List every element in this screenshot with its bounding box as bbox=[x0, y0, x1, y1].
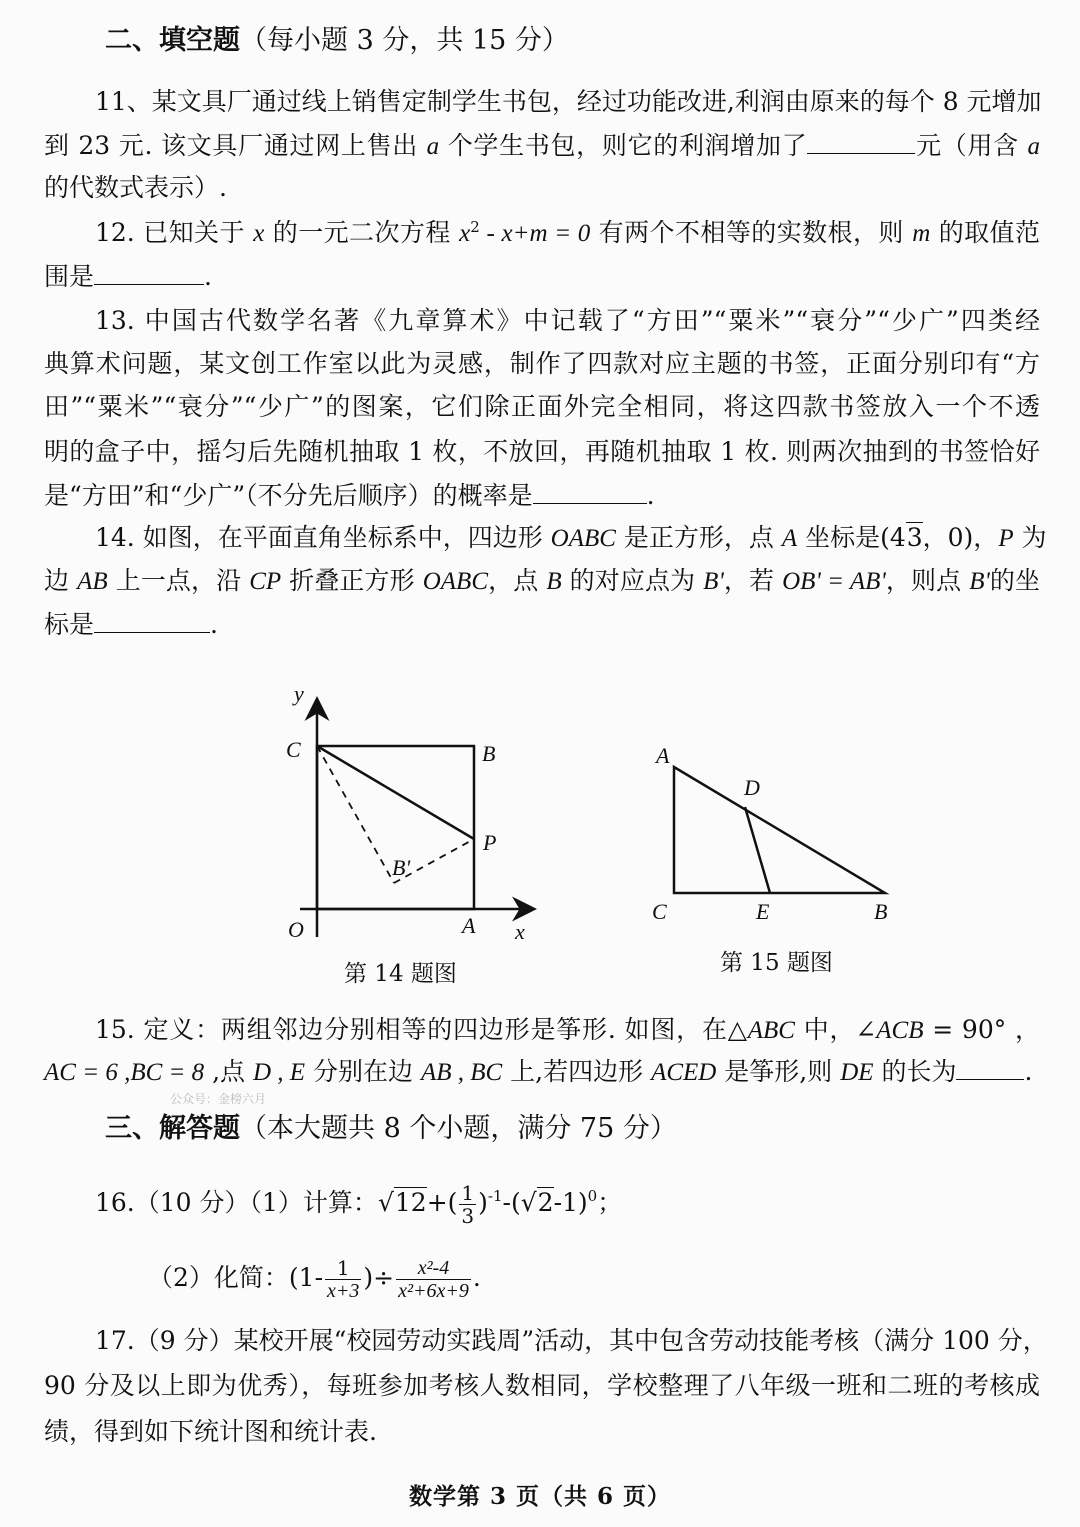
section-3-subtitle: （本大题共 8 个小题，满分 75 分） bbox=[240, 1113, 677, 1144]
q12-line-1: 12. 已知关于 x 的一元二次方程 $x^2 - x+m = 0$ 有两个不相等的实数根，则 m 的取值范 bbox=[95, 218, 1040, 247]
q11-line-1: 11、某文具厂通过线上销售定制学生书包，经过功能改进,利润由原来的每个 8 元增加 bbox=[95, 87, 1042, 116]
q15-line-1: 15. 定义：两组邻边分别相等的四边形是筝形. 如图，在△ABC 中，∠ACB = 90° ， bbox=[95, 1015, 1040, 1044]
page-footer: 数学第 3 页（共 6 页） bbox=[408, 1483, 672, 1510]
q13-line-5: 是“方田”和“少广”（不分先后顺序）的概率是 . bbox=[44, 481, 655, 510]
label-p: P bbox=[483, 830, 497, 855]
section-2-title: 二、填空题 bbox=[105, 25, 240, 56]
label-b-prime: B' bbox=[392, 855, 411, 880]
answer-blank-13[interactable] bbox=[533, 479, 647, 504]
section-2-subtitle: （每小题 3 分，共 15 分） bbox=[240, 25, 569, 56]
figure-14-caption: 第 14 题图 bbox=[344, 961, 457, 987]
q13-line-4: 明的盒子中，摇匀后先随机抽取 1 枚，不放回，再随机抽取 1 枚. 则两次抽到的书签恰好 bbox=[44, 437, 1040, 466]
q15-line-2: AC = 6 ,BC = 8 ,点 D , E 分别在边 AB , BC 上,若四边形 ACED 是筝形,则 DE 的长为 . bbox=[44, 1057, 1033, 1086]
answer-blank-11[interactable] bbox=[807, 129, 915, 154]
q14-line-3: 标是 . bbox=[44, 610, 218, 639]
q16-part-2: （2）化简：(1- $\frac{1}{x+3}$ )÷ $\frac{\text{x²-4}}{\text{x²+6x+9}}$ . bbox=[148, 1256, 481, 1302]
label-a: A bbox=[462, 913, 476, 938]
q13-line-3: 田”“粟米”“衰分”“少广”的图案，它们除正面外完全相同，将这四款书签放入一个不透 bbox=[44, 392, 1040, 421]
section-3-title: 三、解答题 bbox=[105, 1113, 240, 1144]
q11-line-3: 的代数式表示）. bbox=[44, 173, 227, 202]
label-a: A bbox=[656, 743, 670, 768]
answer-blank-14[interactable] bbox=[94, 608, 210, 633]
segment-de bbox=[745, 807, 770, 893]
label-y: y bbox=[294, 681, 304, 706]
q17-line-3: 绩，得到如下统计图和统计表. bbox=[44, 1417, 377, 1446]
figure-15 bbox=[640, 735, 910, 935]
label-e: E bbox=[756, 899, 770, 924]
q11-line-2: 到 23 元. 该文具厂通过网上售出 a 个学生书包，则它的利润增加了 元（用含 a bbox=[44, 131, 1040, 160]
q17-line-2: 90 分及以上即为优秀），每班参加考核人数相同，学校整理了八年级一班和二班的考核成 bbox=[44, 1371, 1040, 1400]
section-2-heading bbox=[105, 18, 569, 57]
q13-line-1: 13. 中国古代数学名著《九章算术》中记载了“方田”“粟米”“衰分”“少广”四类经 bbox=[95, 306, 1040, 335]
q14-line-2: 边 AB 上一点，沿 CP 折叠正方形 OABC，点 B 的对应点为 B'，若 OB' = AB'，则点 B'的坐 bbox=[44, 566, 1041, 595]
label-b: B bbox=[482, 741, 496, 766]
q16-part-1: 16.（10 分）（1）计算：√12+( $\frac{1}{3}$ )$^{-1}-(√2-1)^0$； bbox=[95, 1181, 623, 1228]
section-3-heading bbox=[105, 1106, 677, 1145]
answer-blank-12[interactable] bbox=[94, 260, 204, 285]
label-x: x bbox=[515, 919, 525, 944]
q13-line-2: 典算术问题，某文创工作室以此为灵感，制作了四款对应主题的书签，正面分别印有“方 bbox=[44, 349, 1040, 378]
q12-line-2: 围是 . bbox=[44, 262, 212, 291]
triangle-abc bbox=[674, 767, 885, 893]
q14-line-1: 14. 如图，在平面直角坐标系中，四边形 OABC 是正方形，点 A 坐标是(43，0)，P 为 bbox=[95, 523, 1047, 552]
segment-cb-prime bbox=[317, 746, 394, 883]
figure-15-caption: 第 15 题图 bbox=[720, 950, 833, 976]
segment-cp bbox=[317, 746, 474, 839]
label-c: C bbox=[286, 737, 301, 762]
label-o: O bbox=[288, 917, 304, 942]
square-oabc bbox=[317, 746, 474, 909]
figure-14 bbox=[270, 675, 550, 950]
q17-line-1: 17.（9 分）某校开展“校园劳动实践周”活动，其中包含劳动技能考核（满分 100 分， bbox=[95, 1326, 1048, 1355]
label-d: D bbox=[744, 775, 760, 800]
label-b: B bbox=[874, 899, 888, 924]
label-c: C bbox=[652, 899, 667, 924]
answer-blank-15[interactable] bbox=[956, 1055, 1024, 1080]
watermark: 公众号：金榜六月 bbox=[170, 1092, 267, 1106]
